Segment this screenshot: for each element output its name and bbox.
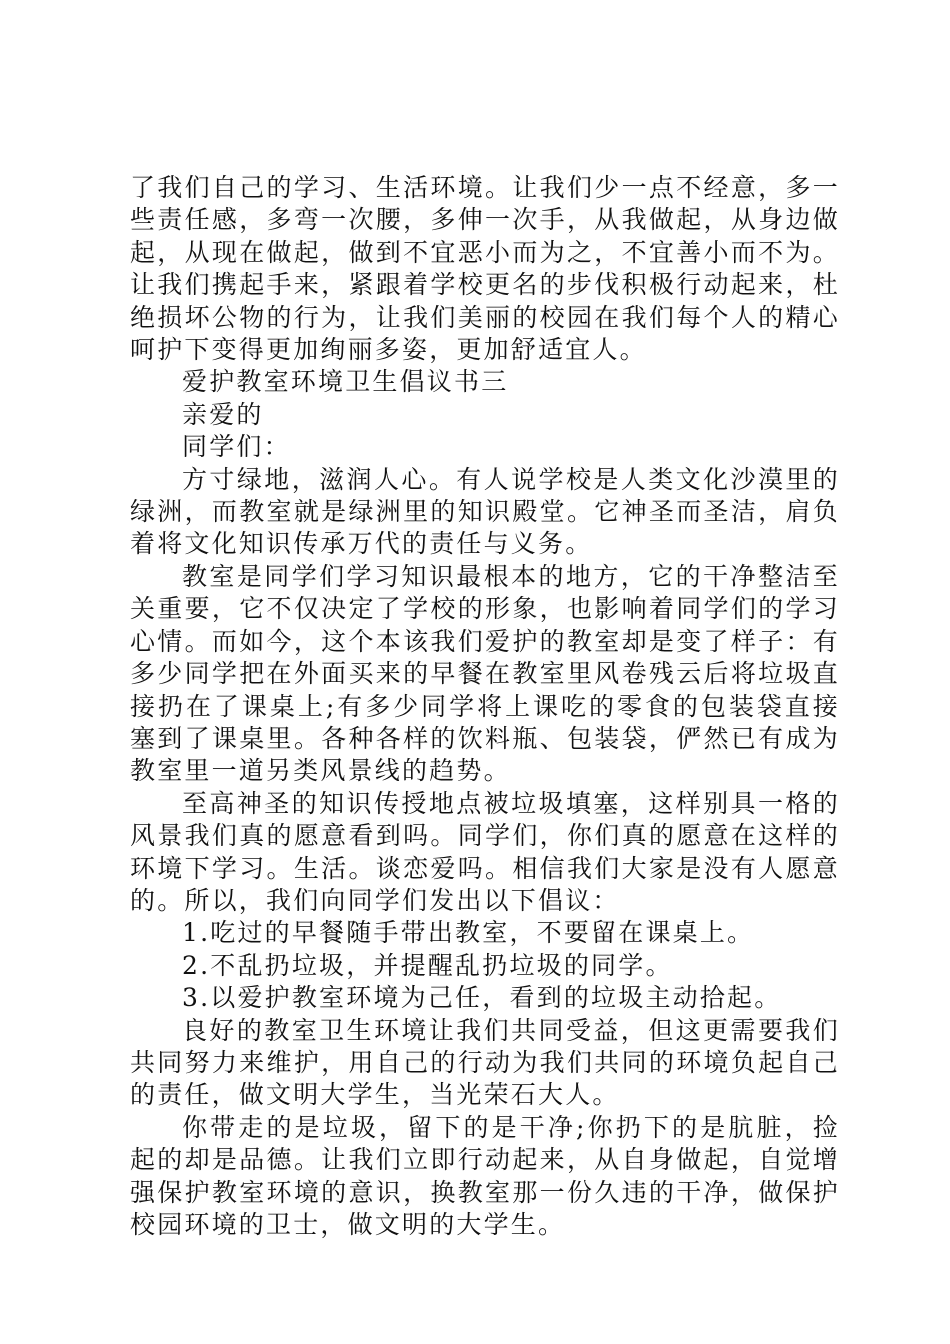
paragraph-intro: 方寸绿地，滋润人心。有人说学校是人类文化沙漠里的绿洲，而教室就是绿洲里的知识殿堂。它神圣而圣洁，肩负着将文化知识传承万代的责任与义务。 xyxy=(130,464,840,559)
paragraph-closing: 你带走的是垃圾，留下的是干净;你扔下的是肮脏，捡起的却是品德。让我们立即行动起来，从自身做起，自觉增强保护教室环境的意识，换教室那一份久违的干净，做保护校园环境的卫士，做文明的大学生。 xyxy=(130,1112,840,1239)
salutation-line-1: 亲爱的 xyxy=(182,399,264,429)
proposal-item-3: 3.以爱护教室环境为己任，看到的垃圾主动拾起。 xyxy=(182,983,782,1013)
paragraph-continuation: 了我们自己的学习、生活环境。让我们少一点不经意，多一些责任感，多弯一次腰，多伸一次手，从我做起，从身边做起，从现在做起，做到不宜恶小而为之，不宜善小而不为。让我们携起手来，紧跟着学校更名的步伐积极行动起来，杜绝损坏公物的行为，让我们美丽的校园在我们每个人的精心呵护下变得更加绚丽多姿，更加舒适宜人。 xyxy=(130,173,840,365)
proposal-item-2: 2.不乱扔垃圾，并提醒乱扔垃圾的同学。 xyxy=(182,950,673,980)
section-title: 爱护教室环境卫生倡议书三 xyxy=(182,367,509,397)
paragraph-benefit: 良好的教室卫生环境让我们共同受益，但这更需要我们共同努力来维护，用自己的行动为我们共同的环境负起自己的责任，做文明大学生，当光荣石大人。 xyxy=(130,1015,840,1110)
salutation-line-2: 同学们： xyxy=(182,432,291,462)
document-body xyxy=(130,172,840,1241)
paragraph-problem: 教室是同学们学习知识最根本的地方，它的干净整洁至关重要，它不仅决定了学校的形象，也影响着同学们的学习心情。而如今，这个本该我们爱护的教室却是变了样子：有多少同学把在外面买来的早餐在教室里风卷残云后将垃圾直接扔在了课桌上;有多少同学将上课吃的零食的包装袋直接塞到了课桌里。各种各样的饮料瓶、包装袋，俨然已有成为教室里一道另类风景线的趋势。 xyxy=(130,561,840,786)
paragraph-appeal: 至高神圣的知识传授地点被垃圾填塞，这样别具一格的风景我们真的愿意看到吗。同学们，你们真的愿意在这样的环境下学习。生活。谈恋爱吗。相信我们大家是没有人愿意的。所以，我们向同学们发出以下倡议： xyxy=(130,788,840,915)
proposal-item-1: 1.吃过的早餐随手带出教室，不要留在课桌上。 xyxy=(182,918,755,948)
